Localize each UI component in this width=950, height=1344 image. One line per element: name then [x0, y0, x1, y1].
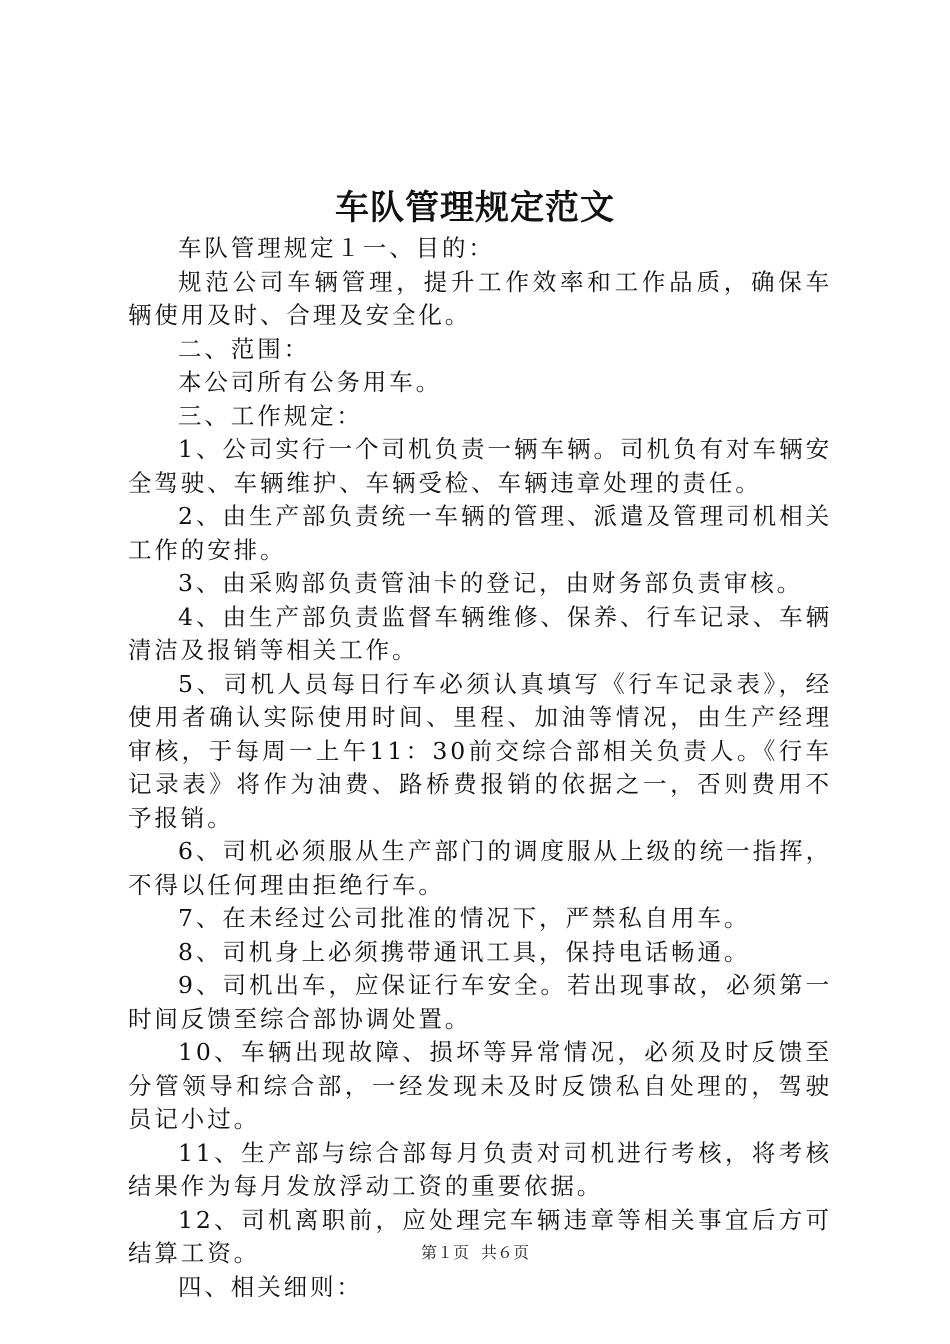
paragraph: 二、范围： — [178, 334, 310, 363]
paragraph: 1、公司实行一个司机负责一辆车辆。司机负有对车辆安全驾驶、车辆维护、车辆受检、车辆违章处理的责任。 — [128, 435, 832, 497]
page-number: 第１页 — [420, 1243, 469, 1262]
paragraph: 12、司机离职前，应处理完车辆违章等相关事宜后方可结算工资。 — [128, 1205, 832, 1267]
document-body — [128, 232, 832, 1304]
paragraph: 11、生产部与综合部每月负责对司机进行考核，将考核结果作为每月发放浮动工资的重要依据。 — [128, 1138, 832, 1200]
document-title: 车队管理规定范文 — [335, 188, 615, 228]
paragraph: 8、司机身上必须携带通讯工具，保持电话畅通。 — [178, 937, 751, 966]
paragraph: 本公司所有公务用车。 — [178, 368, 442, 396]
paragraph: 3、由采购部负责管油卡的登记，由财务部负责审核。 — [178, 569, 804, 597]
paragraph: 规范公司车辆管理，提升工作效率和工作品质，确保车辆使用及时、合理及安全化。 — [128, 267, 832, 329]
page-total: 共６页 — [481, 1243, 530, 1262]
paragraph: 9、司机出车，应保证行车安全。若出现事故，必须第一时间反馈至综合部协调处置。 — [128, 971, 832, 1033]
paragraph: 四、相关细则： — [178, 1272, 363, 1301]
paragraph: 2、由生产部负责统一车辆的管理、派遣及管理司机相关工作的安排。 — [128, 502, 832, 564]
paragraph: 7、在未经过公司批准的情况下，严禁私自用车。 — [178, 904, 751, 932]
paragraph: 5、司机人员每日行车必须认真填写《行车记录表》，经使用者确认实际使用时间、里程、加油等情况，由生产经理审核，于每周一上午11：30前交综合部相关负责人。《行车记录表》将作为油费、路桥费报销的依据之一，否则费用不予报销。 — [128, 669, 832, 832]
paragraph: 4、由生产部负责监督车辆维修、保养、行车记录、车辆清洁及报销等相关工作。 — [128, 602, 832, 664]
paragraph: 10、车辆出现故障、损坏等异常情况，必须及时反馈至分管领导和综合部，一经发现未及时反馈私自处理的，驾驶员记小过。 — [128, 1038, 832, 1133]
paragraph: 车队管理规定１一、目的： — [178, 234, 495, 262]
page-footer — [0, 1241, 950, 1265]
paragraph: 三、工作规定： — [178, 401, 363, 430]
paragraph: 6、司机必须服从生产部门的调度服从上级的统一指挥，不得以任何理由拒绝行车。 — [128, 837, 832, 899]
